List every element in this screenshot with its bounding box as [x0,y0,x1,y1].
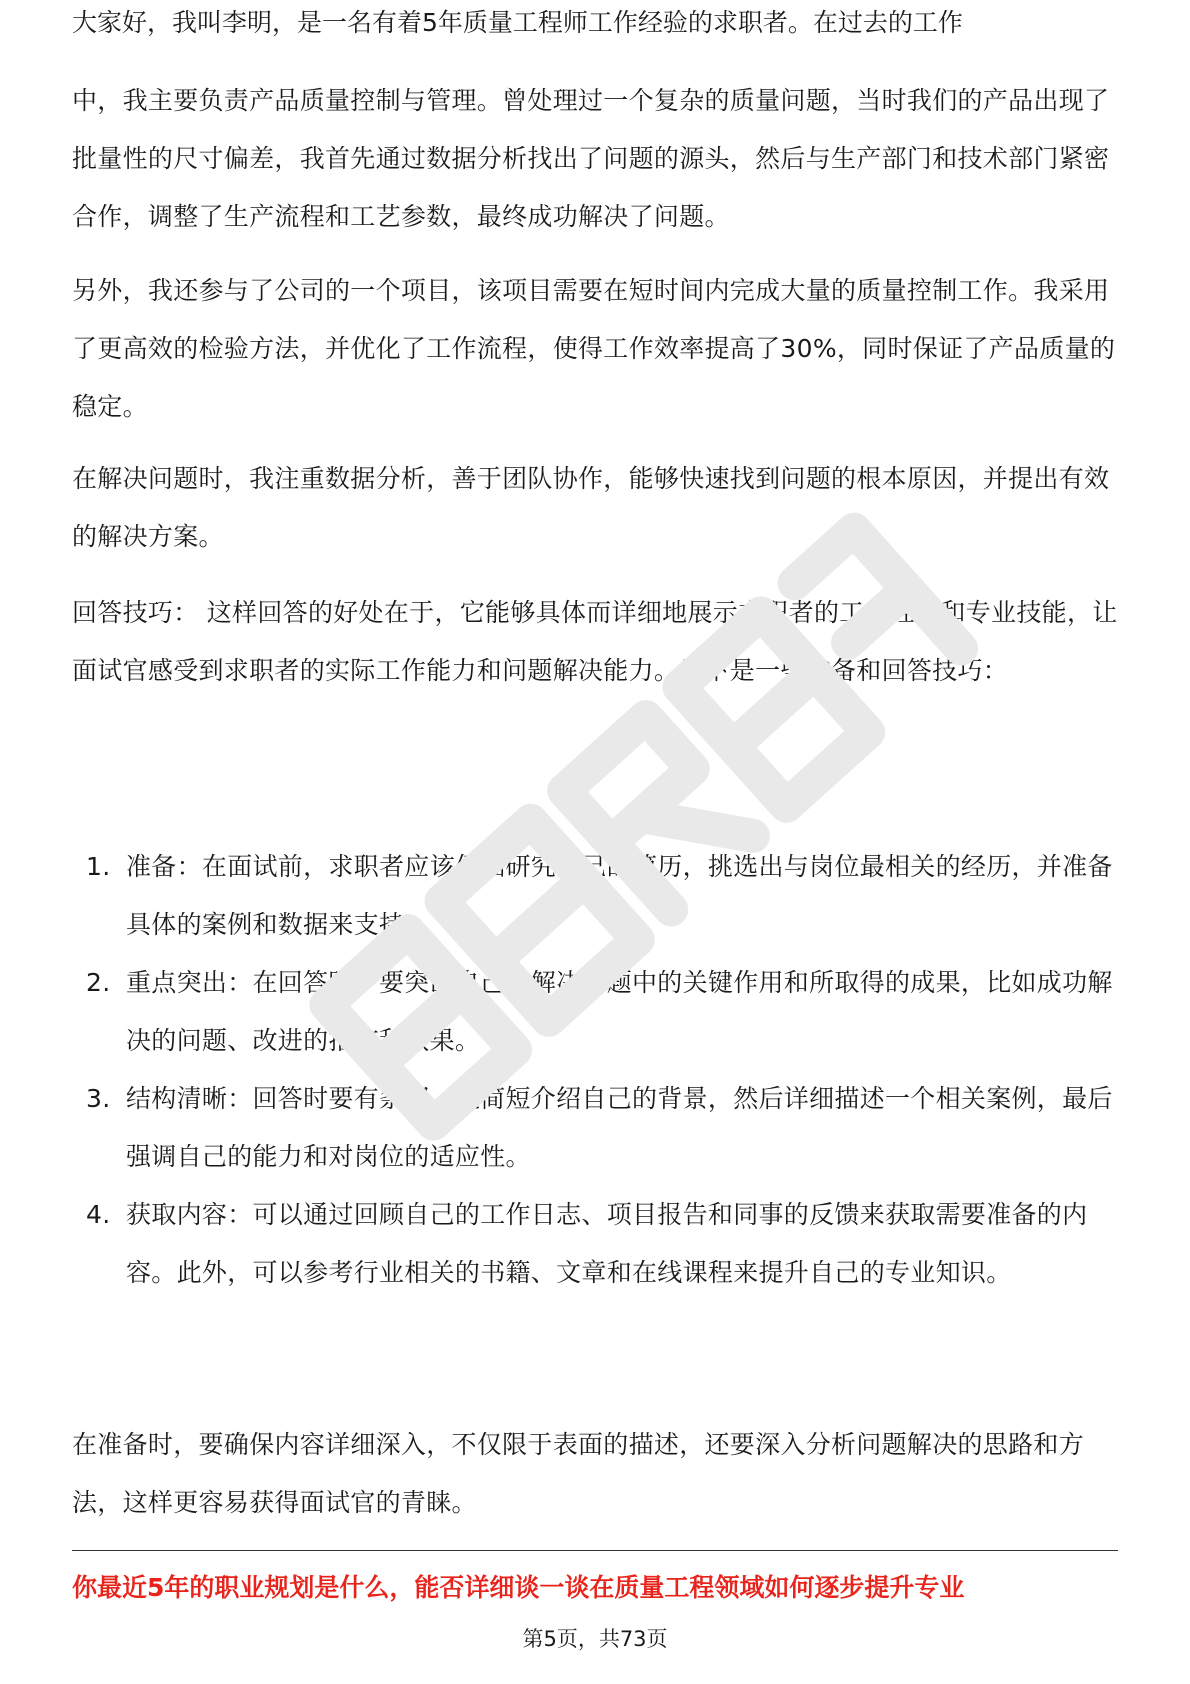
cut-off-text-line: 大家好，我叫李明，是一名有着5年质量工程师工作经验的求职者。在过去的工作 [72,8,963,37]
paragraph-conclusion: 在准备时，要确保内容详细深入，不仅限于表面的描述，还要深入分析问题解决的思路和方法，这样更容易获得面试官的青睐。 [72,1430,1085,1517]
next-question-heading: 你最近5年的职业规划是什么，能否详细谈一谈在质量工程领域如何逐步提升专业 [72,1573,965,1602]
list-item-text: 准备：在面试前，求职者应该仔细研究自己的简历，挑选出与岗位最相关的经历，并准备具体的案例和数据来支持。 [126,852,1113,939]
paragraph-problem-solving: 在解决问题时，我注重数据分析，善于团队协作，能够快速找到问题的根本原因，并提出有效的解决方案。 [72,464,1110,551]
list-item [72,1070,1118,1186]
list-item-text: 结构清晰：回答时要有条理，先简短介绍自己的背景，然后详细描述一个相关案例，最后强调自己的能力和对岗位的适应性。 [126,1084,1113,1171]
list-item-text: 重点突出：在回答时，要突出自己在解决问题中的关键作用和所取得的成果，比如成功解决的问题、改进的措施和效果。 [126,968,1113,1055]
list-item [72,954,1118,1070]
tips-list [72,838,1118,1302]
list-number: 2. [86,968,111,997]
paragraph-project: 另外，我还参与了公司的一个项目，该项目需要在短时间内完成大量的质量控制工作。我采用了更高效的检验方法，并优化了工作流程，使得工作效率提高了30%，同时保证了产品质量的稳定。 [72,276,1116,421]
list-item-text: 获取内容：可以通过回顾自己的工作日志、项目报告和同事的反馈来获取需要准备的内容。此外，可以参考行业相关的书籍、文章和在线课程来提升自己的专业知识。 [126,1200,1088,1287]
list-item [72,838,1118,954]
list-number: 3. [86,1084,111,1113]
paragraph-experience: 中，我主要负责产品质量控制与管理。曾处理过一个复杂的质量问题，当时我们的产品出现了批量性的尺寸偏差，我首先通过数据分析找出了问题的源头，然后与生产部门和技术部门紧密合作，调整了生产流程和工艺参数，最终成功解决了问题。 [72,86,1110,231]
list-number: 4. [86,1200,111,1229]
section-divider [72,1550,1118,1551]
list-number: 1. [86,852,111,881]
list-item [72,1186,1118,1302]
paragraph-answer-tips: 回答技巧： 这样回答的好处在于，它能够具体而详细地展示求职者的工作经验和专业技能，让面试官感受到求职者的实际工作能力和问题解决能力。以下是一些准备和回答技巧： [72,598,1118,685]
page-number-footer: 第5页，共73页 [522,1627,668,1651]
